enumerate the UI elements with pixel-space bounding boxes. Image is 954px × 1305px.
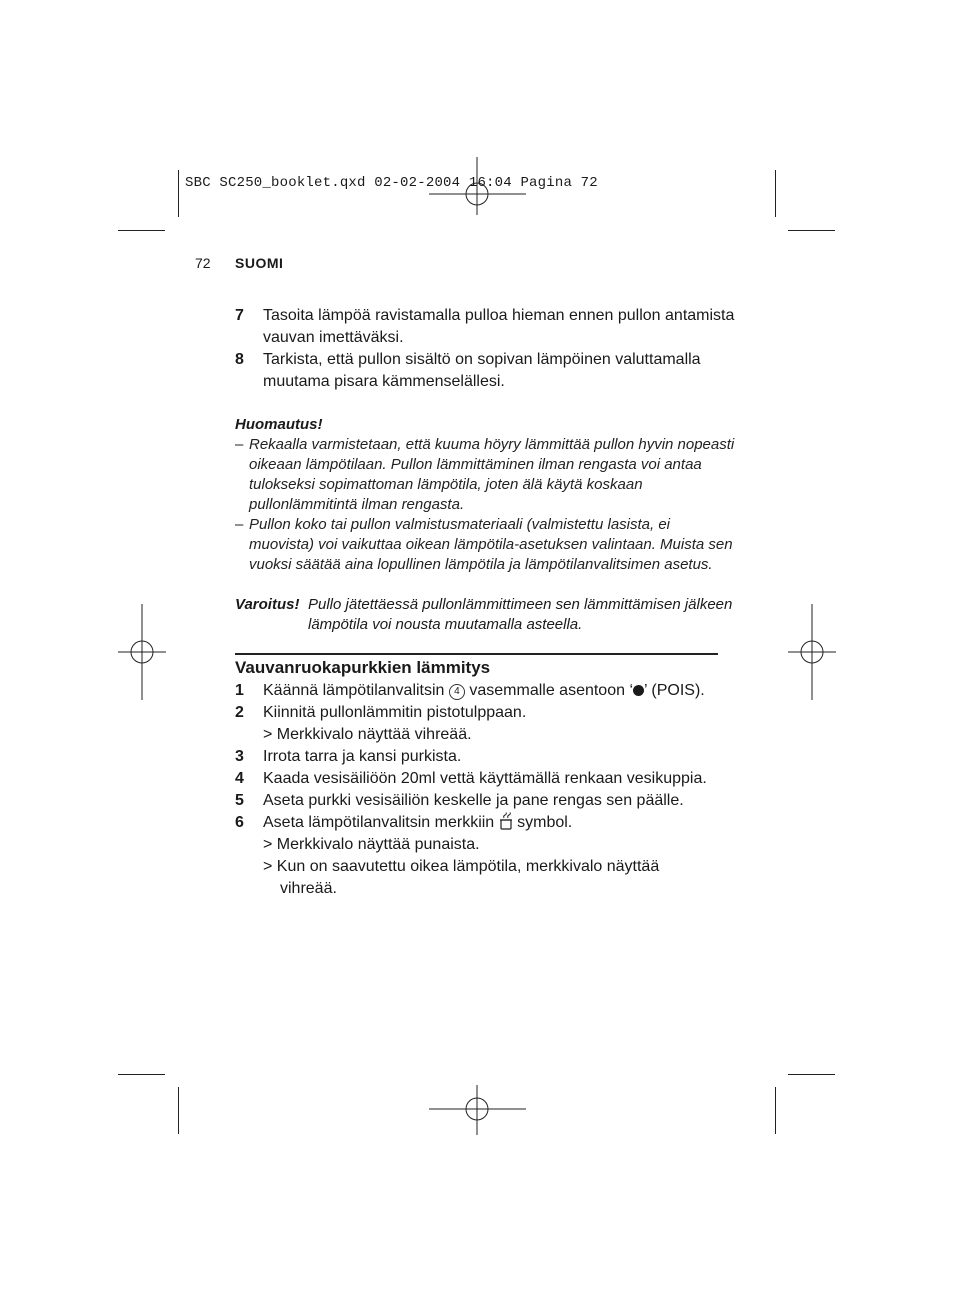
note-item — [235, 435, 735, 515]
crop-mark-top-left-vertical — [178, 170, 179, 217]
circled-number-icon: 4 — [449, 684, 465, 700]
note-dash: – — [235, 516, 244, 533]
step-text: Kiinnitä pullonlämmitin pistotulppaan. — [263, 704, 527, 721]
crop-mark-top-right-horizontal — [788, 230, 835, 231]
note-item — [235, 515, 735, 575]
crop-mark-bottom-left-horizontal — [118, 1074, 165, 1075]
step-number: 1 — [235, 682, 244, 699]
step-item — [235, 305, 735, 349]
note-text: Pullon koko tai pullon valmistusmateriaali (valmistettu lasista, ei muovista) voi vaikuttaa oikean lämpötila-asetuksen valintaan. Muista sen vuoksi säätää aina lopullinen lämpötila ja lämpötilanvalitsimen asetus. — [249, 516, 733, 573]
step-text: Käännä lämpötilanvalitsin — [263, 682, 445, 699]
registration-mark-icon — [118, 604, 166, 700]
step-number: 5 — [235, 792, 244, 809]
step-number: 3 — [235, 748, 244, 765]
warning-text: Pullo jätettäessä pullonlämmittimeen sen lämmittämisen jälkeen lämpötila voi nousta muutamalla asteella. — [308, 596, 733, 633]
section-heading: Vauvanruokapurkkien lämmitys — [235, 658, 491, 677]
crop-mark-top-left-horizontal — [118, 230, 165, 231]
step-text: Tarkista, että pullon sisältö on sopivan lämpöinen valuttamalla muutama pisara kämmenselällesi. — [263, 351, 701, 390]
step-number: 7 — [235, 307, 244, 324]
step-item — [235, 790, 735, 812]
step-number: 6 — [235, 814, 244, 831]
step-result: > Merkkivalo näyttää punaista. — [263, 836, 480, 853]
step-text: Kaada vesisäiliöön 20ml vettä käyttämällä renkaan vesikuppia. — [263, 770, 707, 787]
warning-label: Varoitus! — [235, 596, 300, 613]
note-title: Huomautus! — [235, 416, 323, 433]
step-number: 4 — [235, 770, 244, 787]
crop-mark-bottom-right-horizontal — [788, 1074, 835, 1075]
step-result: > Kun on saavutettu oikea lämpötila, merkkivalo näyttää vihreää. — [263, 858, 660, 897]
step-text: ’ (POIS). — [644, 682, 705, 699]
off-dot-icon — [633, 685, 644, 696]
step-text: Aseta purkki vesisäiliön keskelle ja pane rengas sen päälle. — [263, 792, 684, 809]
step-item — [235, 812, 735, 834]
registration-mark-icon — [429, 1085, 526, 1135]
crop-mark-top-right-vertical — [775, 170, 776, 217]
step-item — [235, 680, 735, 702]
crop-mark-bottom-right-vertical — [775, 1087, 776, 1134]
step-item — [235, 702, 735, 724]
crop-mark-bottom-left-vertical — [178, 1087, 179, 1134]
step-text: vasemmalle asentoon ‘ — [469, 682, 633, 699]
jar-heat-icon — [499, 812, 513, 830]
step-text: Tasoita lämpöä ravistamalla pulloa hieman ennen pullon antamista vauvan imettäväksi. — [263, 307, 735, 346]
page-content — [235, 305, 735, 900]
note-text: Rekaalla varmistetaan, että kuuma höyry lämmittää pullon hyvin nopeasti oikeaan lämpötilaan. Pullon lämmittäminen ilman rengasta voi antaa tulokseksi sopimattoman lämpötila, joten älä käytä koskaan pullonlämmitintä ilman rengasta. — [249, 436, 735, 513]
registration-mark-icon — [788, 604, 836, 700]
step-number: 8 — [235, 351, 244, 368]
step-item — [235, 746, 735, 768]
file-header: SBC SC250_booklet.qxd 02-02-2004 16:04 Pagina 72 — [185, 175, 598, 191]
step-result: > Merkkivalo näyttää vihreää. — [263, 726, 472, 743]
page-number: 72 — [195, 255, 211, 271]
step-text: Irrota tarra ja kansi purkista. — [263, 748, 462, 765]
warning — [235, 595, 735, 635]
section-label: SUOMI — [235, 255, 284, 271]
step-text: Aseta lämpötilanvalitsin merkkiin — [263, 814, 495, 831]
section-divider — [235, 653, 718, 655]
step-item — [235, 349, 735, 393]
step-number: 2 — [235, 704, 244, 721]
step-item — [235, 768, 735, 790]
note-dash: – — [235, 436, 244, 453]
step-text: symbol. — [517, 814, 573, 831]
